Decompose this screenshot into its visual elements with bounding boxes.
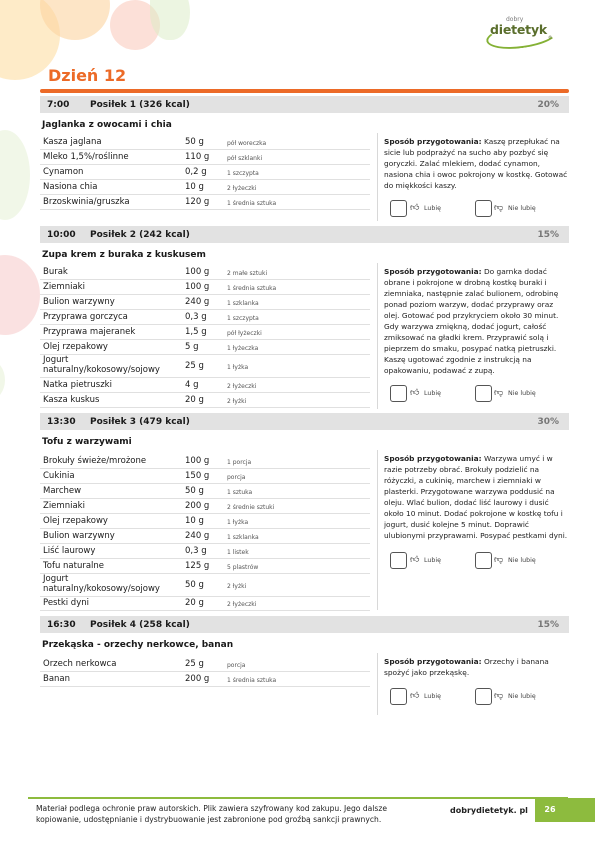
preparation-text: Sposób przygotowania: Kaszę przepłukać na sicie lub podprażyć na sucho aby pozbyć się goryczki. Zalać mlekiem, dodać cynamon, nasiona chia i owoc pokrojony w kostkę. Gotować do miękkości kaszy. <box>384 137 568 190</box>
thumbs-down-icon: 👎︎ <box>494 388 504 398</box>
meal-percent: 30% <box>537 417 559 427</box>
ingredient-row: Nasiona chia 10 g 2 łyżeczki <box>40 180 370 195</box>
meal-3 <box>40 413 569 610</box>
meal-header <box>40 413 569 430</box>
like-label: Lubię <box>424 205 442 212</box>
dislike-label: Nie lubię <box>508 390 536 397</box>
meal-header <box>40 616 569 633</box>
ingredient-row: Natka pietruszki 4 g 2 łyżeczki <box>40 378 370 393</box>
preparation-text: Sposób przygotowania: Warzywa umyć i w razie potrzeby obrać. Brokuły podzielić na różyczki, a cukinię, marchew i ziemniaki w plasterki. Przygotowane warzywa poddusić na oleju. Wlać bulion, dodać liść laurowy i dusić około 10 minut. Dodać pokrojone w kostkę tofu i jogurt, dusić kolejne 5 minut. Doprawić ulubionymi przyprawami. Posypać pestkami dyni. <box>384 454 568 540</box>
meal-percent: 15% <box>537 620 559 630</box>
ingredient-row: Ziemniaki 100 g 1 średnia sztuka <box>40 280 370 295</box>
dislike-label: Nie lubię <box>508 205 536 212</box>
ingredient-row: Olej rzepakowy 10 g 1 łyżka <box>40 514 370 529</box>
ingredient-row: Cukinia 150 g porcja <box>40 469 370 484</box>
ingredient-row: Przyprawa majeranek 1,5 g pół łyżeczki <box>40 325 370 340</box>
footer-website[interactable]: dobrydietetyk. pl <box>450 806 528 815</box>
ingredient-row: Kasza jaglana 50 g pół woreczka <box>40 135 370 150</box>
like-checkbox[interactable] <box>390 552 407 569</box>
day-title: Dzień 12 <box>48 66 127 85</box>
rating <box>390 552 570 570</box>
column-divider <box>377 133 378 221</box>
ingredient-row: Bulion warzywny 240 g 1 szklanka <box>40 295 370 310</box>
ingredient-row: Kasza kuskus 20 g 2 łyżki <box>40 393 370 408</box>
ingredient-row: Marchew 50 g 1 sztuka <box>40 484 370 499</box>
meal-percent: 20% <box>537 100 559 110</box>
page-number: 26 <box>535 798 565 822</box>
thumbs-up-icon: 👍︎ <box>410 388 420 398</box>
page-number-tab <box>565 798 595 822</box>
meal-4 <box>40 616 569 716</box>
column-divider <box>377 450 378 610</box>
dislike-label: Nie lubię <box>508 693 536 700</box>
ingredient-row: Ziemniaki 200 g 2 średnie sztuki <box>40 499 370 514</box>
ingredient-row: Tofu naturalne 125 g 5 plastrów <box>40 559 370 574</box>
rating <box>390 200 570 218</box>
ingredient-row: Banan 200 g 1 średnia sztuka <box>40 672 370 687</box>
like-label: Lubię <box>424 557 442 564</box>
like-label: Lubię <box>424 693 442 700</box>
dislike-checkbox[interactable] <box>475 552 492 569</box>
ingredient-row: Jogurt naturalny/kokosowy/sojowy 25 g 1 łyżka <box>40 355 370 378</box>
like-label: Lubię <box>424 390 442 397</box>
preparation-text: Sposób przygotowania: Orzechy i banana spożyć jako przekąskę. <box>384 657 549 677</box>
thumbs-down-icon: 👎︎ <box>494 203 504 213</box>
meal-name: Posiłek 2 (242 kcal) <box>90 230 190 240</box>
meal-header <box>40 96 569 113</box>
dislike-checkbox[interactable] <box>475 688 492 705</box>
like-checkbox[interactable] <box>390 385 407 402</box>
meal-time: 16:30 <box>47 620 76 630</box>
copyright-notice: Materiał podlega ochronie praw autorskich. Plik zawiera szyfrowany kod zakupu. Jego dalsze kopiowanie, udostępnianie i dystrybuowanie jest zabronione pod groźbą sankcji prawnych. <box>36 804 388 824</box>
dislike-label: Nie lubię <box>508 557 536 564</box>
meal-time: 7:00 <box>47 100 70 110</box>
ingredient-row: Cynamon 0,2 g 1 szczypta <box>40 165 370 180</box>
thumbs-up-icon: 👍︎ <box>410 691 420 701</box>
thumbs-up-icon: 👍︎ <box>410 203 420 213</box>
meal-1 <box>40 96 569 221</box>
column-divider <box>377 263 378 409</box>
like-checkbox[interactable] <box>390 688 407 705</box>
thumbs-up-icon: 👍︎ <box>410 555 420 565</box>
meal-time: 13:30 <box>47 417 76 427</box>
ingredient-row: Mleko 1,5%/roślinne 110 g pół szklanki <box>40 150 370 165</box>
ingredient-row: Bulion warzywny 240 g 1 szklanka <box>40 529 370 544</box>
ingredient-row: Orzech nerkowca 25 g porcja <box>40 657 370 672</box>
meal-time: 10:00 <box>47 230 76 240</box>
dish-title: Tofu z warzywami <box>42 437 132 447</box>
dislike-checkbox[interactable] <box>475 200 492 217</box>
ingredient-row: Przyprawa gorczyca 0,3 g 1 szczypta <box>40 310 370 325</box>
day-title-underline <box>40 89 569 93</box>
footer-divider <box>28 797 568 799</box>
column-divider <box>377 653 378 715</box>
meal-name: Posiłek 1 (326 kcal) <box>90 100 190 110</box>
ingredient-row: Pestki dyni 20 g 2 łyżeczki <box>40 597 370 611</box>
meal-2 <box>40 226 569 409</box>
dislike-checkbox[interactable] <box>475 385 492 402</box>
meal-percent: 15% <box>537 230 559 240</box>
ingredient-row: Brzoskwinia/gruszka 120 g 1 średnia sztuka <box>40 195 370 210</box>
meal-name: Posiłek 4 (258 kcal) <box>90 620 190 630</box>
dish-title: Jaglanka z owocami i chia <box>42 120 172 130</box>
thumbs-down-icon: 👎︎ <box>494 555 504 565</box>
ingredient-row: Brokuły świeże/mrożone 100 g 1 porcja <box>40 454 370 469</box>
ingredient-row: Liść laurowy 0,3 g 1 listek <box>40 544 370 559</box>
dish-title: Zupa krem z buraka z kuskusem <box>42 250 206 260</box>
meal-header <box>40 226 569 243</box>
rating <box>390 688 570 706</box>
thumbs-down-icon: 👎︎ <box>494 691 504 701</box>
ingredient-row: Burak 100 g 2 małe sztuki <box>40 265 370 280</box>
dish-title: Przekąska - orzechy nerkowce, banan <box>42 640 234 650</box>
meal-name: Posiłek 3 (479 kcal) <box>90 417 190 427</box>
ingredient-row: Olej rzepakowy 5 g 1 łyżeczka <box>40 340 370 355</box>
registered-mark: ® <box>548 36 553 41</box>
preparation-text: Sposób przygotowania: Do garnka dodać obrane i pokrojone w drobną kostkę buraki i ziemniaka, następnie zalać bulionem, odrobinę ponad poziom warzyw, dodać przyprawy oraz olej. Gotować pod przykryciem około 30 minut. Gdy warzywa zmiękną, dodać jogurt, całość zmiksować na gładki krem. Przyprawić solą i pieprzem do smaku, posypać natką pietruszki. Kaszę ugotować zgodnie z instrukcją na opakowaniu, podawać z zupą. <box>384 267 559 375</box>
rating <box>390 385 570 403</box>
like-checkbox[interactable] <box>390 200 407 217</box>
dobry-dietetyk-logo: dobry dietetyk ® <box>490 16 552 48</box>
ingredient-row: Jogurt naturalny/kokosowy/sojowy 50 g 2 łyżki <box>40 574 370 597</box>
